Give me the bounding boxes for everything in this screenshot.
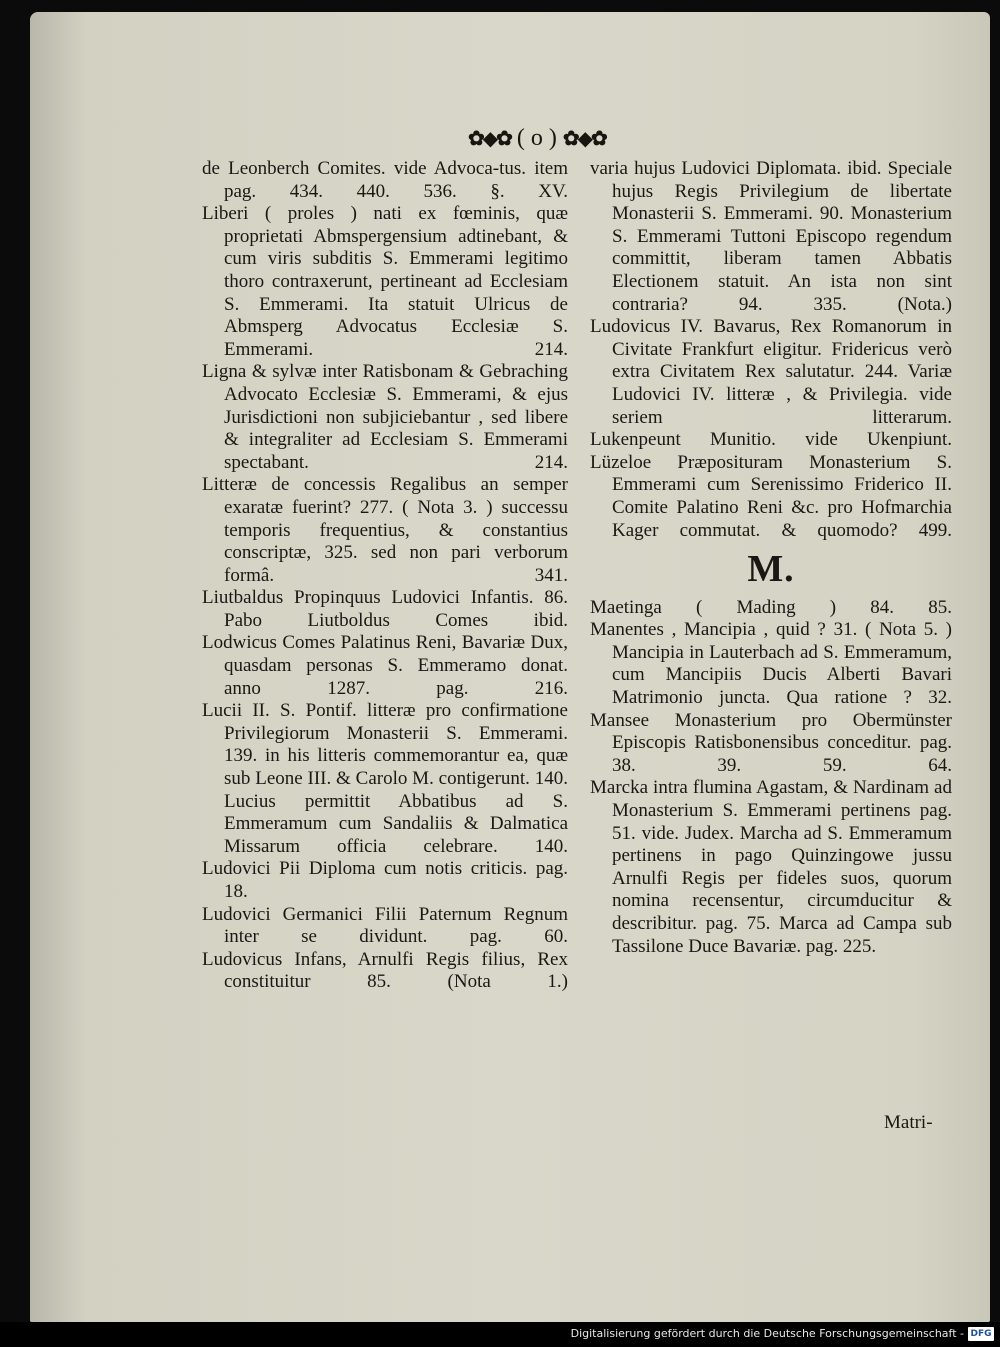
dfg-logo-icon: DFG	[968, 1327, 994, 1341]
ornament-right: ✿◆✿	[562, 127, 606, 150]
index-entry: de Leonberch Comites. vide Advoca-tus. item pag. 434. 440. 536. §. XV.	[202, 158, 568, 202]
footer-credit: Digitalisierung gefördert durch die Deutsche Forschungsgemeinschaft -	[570, 1327, 964, 1340]
index-entry: Ligna & sylvæ inter Ratisbonam & Gebraching Advocato Ecclesiæ S. Emmerami, & ejus Jurisdictioni non subjiciebantur , sed libere & integraliter ad Ecclesiam S. Emmerami spectabant. 214.	[202, 361, 568, 473]
index-entry: varia hujus Ludovici Diplomata. ibid. Speciale hujus Regis Privilegium de libertate Monasterii S. Emmerami. 90. Monasterium S. Emmerami Tuttoni Episcopo regendum committit, liberam tamen Abbatis Electionem statuit. An ista non sint contraria? 94. 335. (Nota.)	[590, 158, 952, 315]
index-entry: Ludovici Pii Diploma cum notis criticis. pag. 18.	[202, 858, 568, 902]
index-entry: Lüzeloe Præposituram Monasterium S. Emmerami cum Serenissimo Friderico II. Comite Palatino Reni &c. pro Hofmarchia Kager commutat. & quomodo? 499.	[590, 451, 952, 541]
index-entry: Lodwicus Comes Palatinus Reni, Bavariæ Dux, quasdam personas S. Emmeramo donat. anno 1287. pag. 216.	[202, 632, 568, 699]
index-entry: Marcka intra flumina Agastam, & Nardinam ad Monasterium S. Emmerami pertinens pag. 51. vide. Judex. Marcha ad S. Emmeramum pertinens in pago Quinzingowe jussu Arnulfi Regis per fideles suos, quorum nomina recensentur, circumducitur & describitur. pag. 75. Marca ad Campa sub Tassilone Duce Bavariæ. pag. 225.	[590, 777, 952, 957]
index-entry: Litteræ de concessis Regalibus an semper exaratæ fuerint? 277. ( Nota 3. ) successu temporis frequentius, & constantius conscriptæ, 325. sed non pari verborum formâ. 341.	[202, 474, 568, 586]
index-entry: Maetinga ( Mading ) 84. 85.	[590, 596, 952, 618]
index-entry: Lucii II. S. Pontif. litteræ pro confirmatione Privilegiorum Monasterii S. Emmerami. 139. in his litteris commemorantur ea, quæ sub Leone III. & Carolo M. contigerunt. 140. Lucius permittit Abbatibus ad S. Emmeramum cum Sandaliis & Dalmatica Missarum officia celebrare. 140.	[202, 700, 568, 857]
index-entry: Ludovicus Infans, Arnulfi Regis filius, Rex constituitur 85. (Nota 1.)	[202, 948, 568, 993]
left-column	[202, 158, 568, 994]
footer-bar	[0, 1322, 1000, 1347]
index-entry: Liberi ( proles ) nati ex fœminis, quæ proprietati Abmspergensium adtinebant, & cum viris subditis S. Emmerami legitimo thoro contraxerunt, pertineant ad Ecclesiam S. Emmerami. Ita statuit Ulricus de Abmsperg Advocatus Ecclesiæ S. Emmerami. 214.	[202, 203, 568, 360]
index-entry: Ludovicus IV. Bavarus, Rex Romanorum in Civitate Frankfurt eligitur. Fridericus verò extra Civitatem Rex salutatur. 244. Variæ Ludovici IV. litteræ , & Privilegia. vide seriem litterarum.	[590, 316, 952, 428]
page-number: ( o )	[516, 124, 557, 151]
index-entry: Mansee Monasterium pro Obermünster Episcopis Ratisbonensibus conceditur. pag. 38. 39. 59. 64.	[590, 709, 952, 776]
index-entry: Liutbaldus Propinquus Ludovici Infantis. 86. Pabo Liutboldus Comes ibid.	[202, 587, 568, 631]
index-entry: Lukenpeunt Munitio. vide Ukenpiunt.	[590, 429, 952, 451]
index-entry: Manentes , Mancipia , quid ? 31. ( Nota 5. ) Mancipia in Lauterbach ad S. Emmeramum, cum Mancipiis Ducis Alberti Bavari Matrimonio juncta. Qua ratione ? 32.	[590, 619, 952, 709]
index-entry: Ludovici Germanici Filii Paternum Regnum inter se dividunt. pag. 60.	[202, 903, 568, 948]
page-header	[468, 122, 688, 154]
right-column	[590, 158, 952, 958]
section-heading-letter: M.	[747, 548, 795, 591]
ornament-left: ✿◆✿	[468, 127, 511, 150]
catchword: Matri-	[884, 1112, 933, 1133]
